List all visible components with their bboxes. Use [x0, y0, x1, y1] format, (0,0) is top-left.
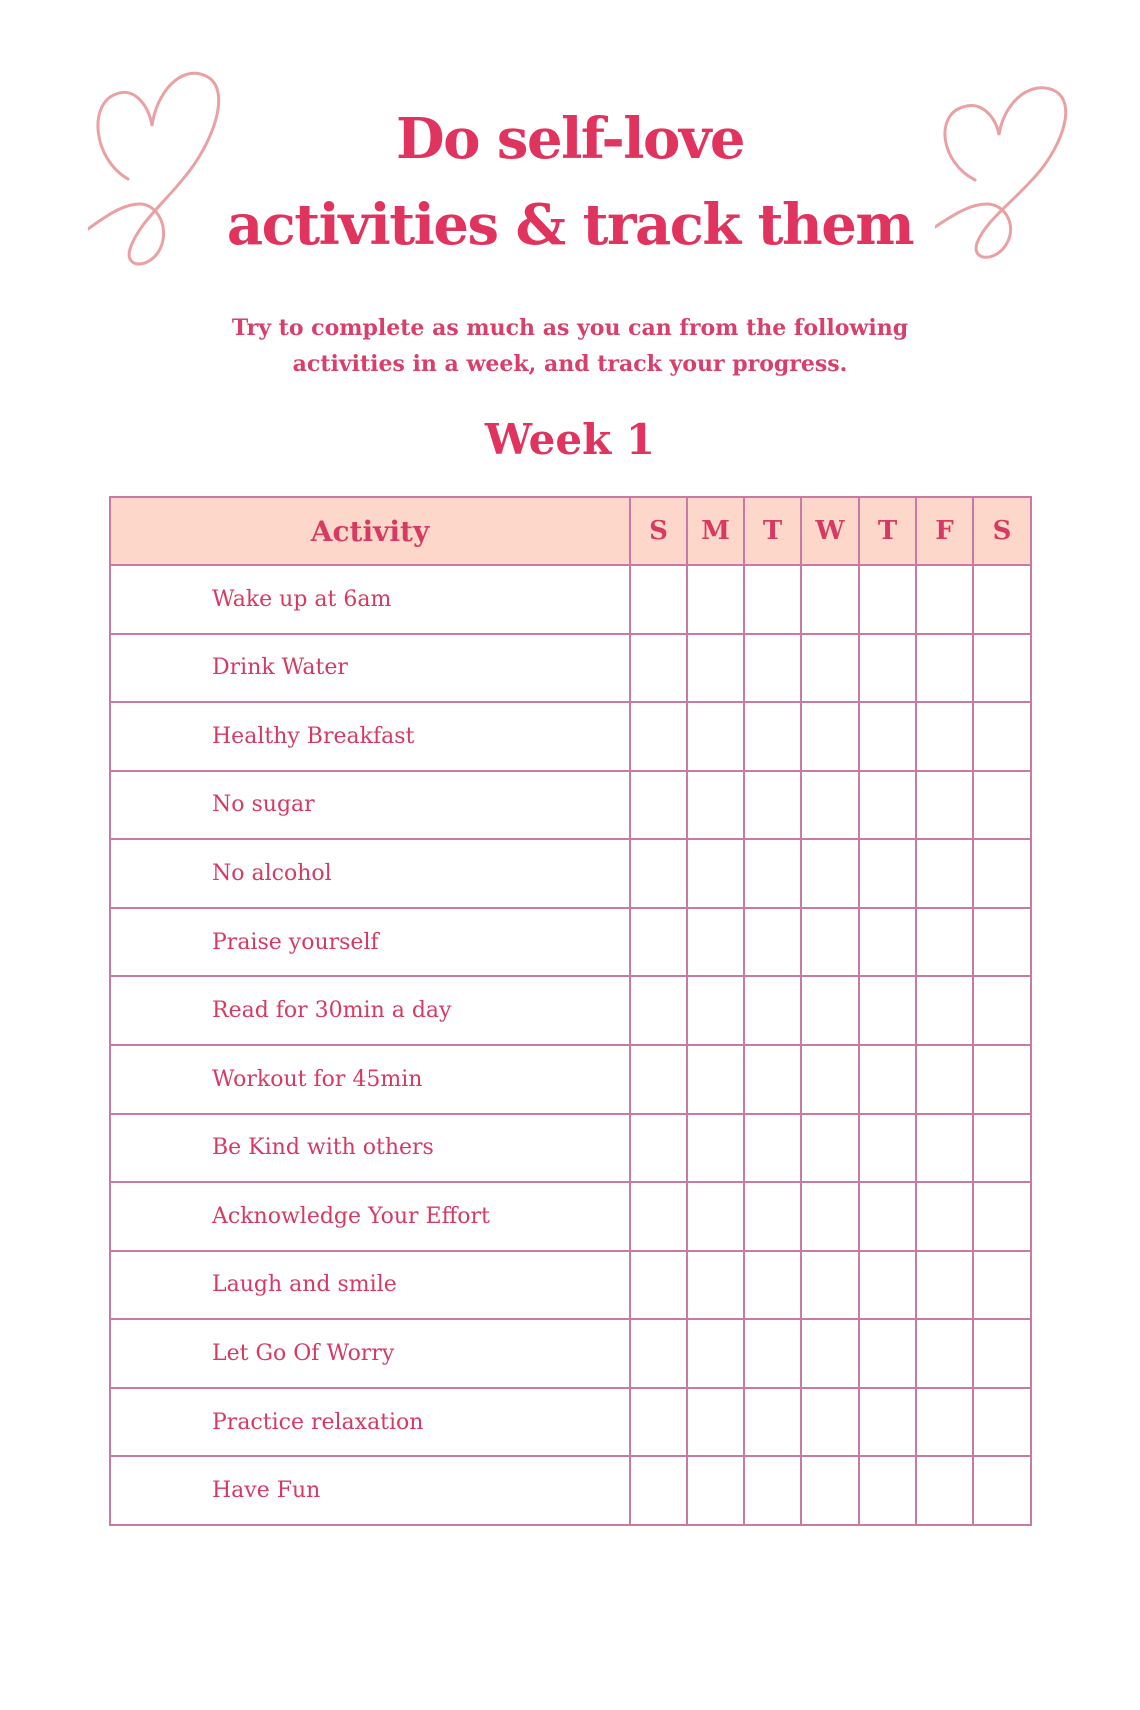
- day-checkbox-cell[interactable]: [744, 1388, 801, 1457]
- day-checkbox-cell[interactable]: [687, 1045, 744, 1114]
- activity-label: Acknowledge Your Effort: [110, 1182, 630, 1251]
- day-checkbox-cell[interactable]: [744, 908, 801, 977]
- activity-label: Workout for 45min: [110, 1045, 630, 1114]
- activity-label: No alcohol: [110, 839, 630, 908]
- day-checkbox-cell[interactable]: [801, 976, 859, 1045]
- day-checkbox-cell[interactable]: [687, 1182, 744, 1251]
- day-checkbox-cell[interactable]: [687, 565, 744, 634]
- day-checkbox-cell[interactable]: [916, 1251, 973, 1320]
- day-checkbox-cell[interactable]: [687, 634, 744, 703]
- day-checkbox-cell[interactable]: [859, 839, 916, 908]
- table-row: [110, 634, 1031, 703]
- day-checkbox-cell[interactable]: [801, 1319, 859, 1388]
- table-row: [110, 1388, 1031, 1457]
- day-checkbox-cell[interactable]: [916, 1114, 973, 1183]
- day-checkbox-cell[interactable]: [916, 1045, 973, 1114]
- table-row: [110, 1045, 1031, 1114]
- table-row: [110, 908, 1031, 977]
- day-checkbox-cell[interactable]: [859, 565, 916, 634]
- day-checkbox-cell[interactable]: [916, 1182, 973, 1251]
- day-checkbox-cell[interactable]: [859, 1114, 916, 1183]
- day-checkbox-cell[interactable]: [630, 1251, 687, 1320]
- day-header-friday: F: [916, 497, 973, 565]
- table-row: [110, 1182, 1031, 1251]
- day-checkbox-cell[interactable]: [859, 1319, 916, 1388]
- day-checkbox-cell[interactable]: [687, 1114, 744, 1183]
- day-checkbox-cell[interactable]: [744, 1456, 801, 1525]
- day-checkbox-cell[interactable]: [744, 1251, 801, 1320]
- day-header-saturday: S: [973, 497, 1031, 565]
- day-checkbox-cell[interactable]: [687, 1456, 744, 1525]
- day-checkbox-cell[interactable]: [801, 1114, 859, 1183]
- day-checkbox-cell[interactable]: [630, 976, 687, 1045]
- activity-label: Wake up at 6am: [110, 565, 630, 634]
- day-checkbox-cell[interactable]: [801, 702, 859, 771]
- day-checkbox-cell[interactable]: [630, 1114, 687, 1183]
- day-checkbox-cell[interactable]: [973, 565, 1031, 634]
- day-checkbox-cell[interactable]: [973, 1045, 1031, 1114]
- day-checkbox-cell[interactable]: [973, 1388, 1031, 1457]
- activity-label: Praise yourself: [110, 908, 630, 977]
- day-checkbox-cell[interactable]: [630, 839, 687, 908]
- day-checkbox-cell[interactable]: [916, 1388, 973, 1457]
- day-checkbox-cell[interactable]: [859, 1388, 916, 1457]
- day-checkbox-cell[interactable]: [916, 839, 973, 908]
- day-checkbox-cell[interactable]: [630, 1182, 687, 1251]
- day-checkbox-cell[interactable]: [630, 771, 687, 840]
- title-line-2: activities & track them: [226, 192, 914, 258]
- table-row: [110, 1251, 1031, 1320]
- day-checkbox-cell[interactable]: [744, 565, 801, 634]
- day-checkbox-cell[interactable]: [916, 976, 973, 1045]
- activity-label: Practice relaxation: [110, 1388, 630, 1457]
- day-checkbox-cell[interactable]: [859, 1045, 916, 1114]
- day-checkbox-cell[interactable]: [687, 771, 744, 840]
- day-header-monday: M: [687, 497, 744, 565]
- activity-tracker-table: [109, 496, 1032, 1526]
- activity-label: Let Go Of Worry: [110, 1319, 630, 1388]
- day-checkbox-cell[interactable]: [630, 908, 687, 977]
- activity-label: Healthy Breakfast: [110, 702, 630, 771]
- title-line-1: Do self-love: [396, 106, 744, 172]
- table-row: [110, 771, 1031, 840]
- table-row: [110, 1319, 1031, 1388]
- day-checkbox-cell[interactable]: [744, 1182, 801, 1251]
- day-checkbox-cell[interactable]: [744, 1045, 801, 1114]
- instructions-text: [0, 310, 1140, 382]
- day-checkbox-cell[interactable]: [744, 1114, 801, 1183]
- day-checkbox-cell[interactable]: [687, 1319, 744, 1388]
- day-checkbox-cell[interactable]: [630, 634, 687, 703]
- day-checkbox-cell[interactable]: [916, 771, 973, 840]
- day-checkbox-cell[interactable]: [916, 702, 973, 771]
- table-header-row: [110, 497, 1031, 565]
- day-checkbox-cell[interactable]: [630, 1456, 687, 1525]
- day-checkbox-cell[interactable]: [859, 771, 916, 840]
- table-row: [110, 1456, 1031, 1525]
- day-checkbox-cell[interactable]: [801, 1251, 859, 1320]
- day-checkbox-cell[interactable]: [973, 1182, 1031, 1251]
- day-checkbox-cell[interactable]: [859, 634, 916, 703]
- day-checkbox-cell[interactable]: [630, 1045, 687, 1114]
- page-title: [0, 96, 1140, 268]
- day-checkbox-cell[interactable]: [801, 634, 859, 703]
- day-checkbox-cell[interactable]: [687, 839, 744, 908]
- activity-label: Read for 30min a day: [110, 976, 630, 1045]
- activity-label: Drink Water: [110, 634, 630, 703]
- day-checkbox-cell[interactable]: [916, 634, 973, 703]
- day-checkbox-cell[interactable]: [973, 839, 1031, 908]
- activity-label: Laugh and smile: [110, 1251, 630, 1320]
- day-checkbox-cell[interactable]: [859, 702, 916, 771]
- day-checkbox-cell[interactable]: [916, 1456, 973, 1525]
- day-checkbox-cell[interactable]: [744, 702, 801, 771]
- day-checkbox-cell[interactable]: [630, 1319, 687, 1388]
- day-header-tuesday: T: [744, 497, 801, 565]
- day-checkbox-cell[interactable]: [744, 976, 801, 1045]
- day-checkbox-cell[interactable]: [973, 771, 1031, 840]
- day-checkbox-cell[interactable]: [859, 908, 916, 977]
- day-checkbox-cell[interactable]: [973, 702, 1031, 771]
- table-row: [110, 1114, 1031, 1183]
- day-checkbox-cell[interactable]: [801, 839, 859, 908]
- day-checkbox-cell[interactable]: [973, 1251, 1031, 1320]
- table-row: [110, 976, 1031, 1045]
- day-checkbox-cell[interactable]: [973, 976, 1031, 1045]
- day-checkbox-cell[interactable]: [916, 908, 973, 977]
- day-checkbox-cell[interactable]: [744, 839, 801, 908]
- day-checkbox-cell[interactable]: [916, 1319, 973, 1388]
- table-row: [110, 565, 1031, 634]
- day-checkbox-cell[interactable]: [630, 565, 687, 634]
- activity-column-header: Activity: [110, 497, 630, 565]
- day-checkbox-cell[interactable]: [687, 1251, 744, 1320]
- day-checkbox-cell[interactable]: [801, 1388, 859, 1457]
- day-checkbox-cell[interactable]: [859, 976, 916, 1045]
- day-checkbox-cell[interactable]: [744, 1319, 801, 1388]
- day-checkbox-cell[interactable]: [916, 565, 973, 634]
- day-checkbox-cell[interactable]: [859, 1251, 916, 1320]
- day-checkbox-cell[interactable]: [744, 771, 801, 840]
- day-checkbox-cell[interactable]: [687, 1388, 744, 1457]
- day-header-thursday: T: [859, 497, 916, 565]
- day-header-sunday: S: [630, 497, 687, 565]
- table-row: [110, 702, 1031, 771]
- week-label: Week 1: [484, 415, 656, 464]
- instructions-line-1: Try to complete as much as you can from the following: [231, 315, 909, 341]
- day-checkbox-cell[interactable]: [801, 565, 859, 634]
- day-checkbox-cell[interactable]: [801, 908, 859, 977]
- day-checkbox-cell[interactable]: [801, 1456, 859, 1525]
- day-checkbox-cell[interactable]: [630, 702, 687, 771]
- day-checkbox-cell[interactable]: [801, 1045, 859, 1114]
- activity-label: Have Fun: [110, 1456, 630, 1525]
- day-checkbox-cell[interactable]: [630, 1388, 687, 1457]
- day-checkbox-cell[interactable]: [973, 1114, 1031, 1183]
- day-header-wednesday: W: [801, 497, 859, 565]
- day-checkbox-cell[interactable]: [801, 1182, 859, 1251]
- day-checkbox-cell[interactable]: [973, 634, 1031, 703]
- day-checkbox-cell[interactable]: [687, 702, 744, 771]
- day-checkbox-cell[interactable]: [687, 908, 744, 977]
- activity-label: No sugar: [110, 771, 630, 840]
- instructions-line-2: activities in a week, and track your progress.: [292, 351, 848, 377]
- day-checkbox-cell[interactable]: [973, 1319, 1031, 1388]
- day-checkbox-cell[interactable]: [687, 976, 744, 1045]
- day-checkbox-cell[interactable]: [744, 634, 801, 703]
- day-checkbox-cell[interactable]: [859, 1182, 916, 1251]
- day-checkbox-cell[interactable]: [859, 1456, 916, 1525]
- day-checkbox-cell[interactable]: [973, 1456, 1031, 1525]
- day-checkbox-cell[interactable]: [801, 771, 859, 840]
- day-checkbox-cell[interactable]: [973, 908, 1031, 977]
- table-row: [110, 839, 1031, 908]
- activity-label: Be Kind with others: [110, 1114, 630, 1183]
